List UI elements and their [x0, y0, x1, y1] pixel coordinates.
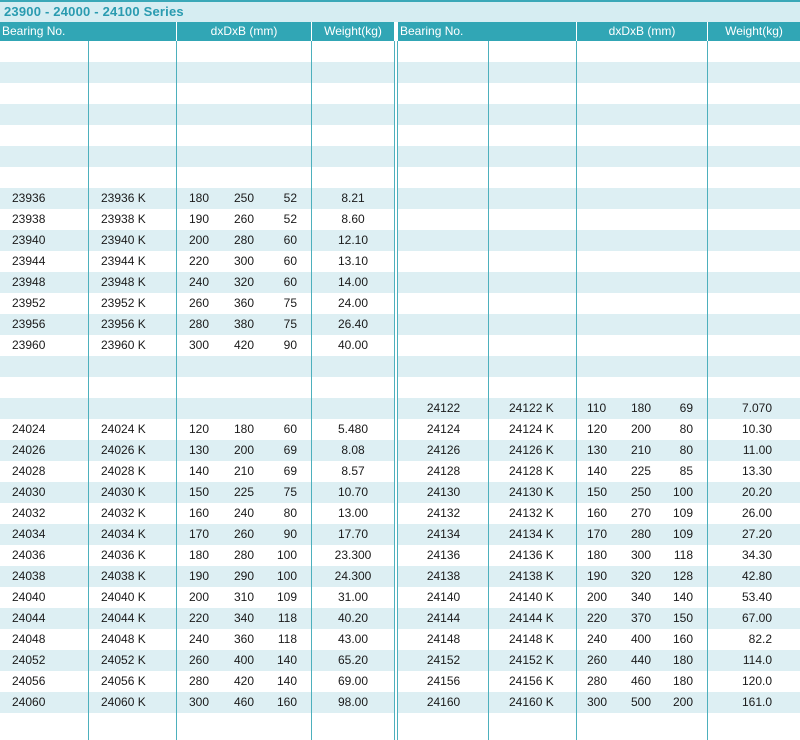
bore-d-cell: 260 — [189, 296, 210, 310]
bearing-no-k-cell: 24148 K — [509, 632, 554, 646]
bore-d-cell: 220 — [189, 254, 210, 268]
table-row — [0, 125, 800, 146]
bearing-no-k-cell: 24124 K — [509, 422, 554, 436]
table-row — [0, 356, 800, 377]
table-row — [0, 209, 800, 230]
outer-d-cell: 420 — [234, 338, 255, 352]
width-b-cell: 75 — [283, 485, 297, 499]
weight-cell: 5.480 — [337, 422, 369, 436]
column-divider — [707, 41, 708, 740]
weight-cell: 161.0 — [741, 695, 772, 709]
outer-d-cell: 180 — [631, 401, 652, 415]
table-row — [0, 608, 800, 629]
outer-d-cell: 280 — [234, 548, 255, 562]
bearing-no-k-cell: 23952 K — [101, 296, 146, 310]
weight-cell: 26.40 — [337, 317, 369, 331]
table-row — [0, 587, 800, 608]
bearing-no-cell: 24056 — [12, 674, 46, 688]
bore-d-cell: 240 — [189, 632, 210, 646]
width-b-cell: 69 — [679, 401, 693, 415]
outer-d-cell: 200 — [631, 422, 652, 436]
outer-d-cell: 290 — [234, 569, 255, 583]
width-b-cell: 52 — [283, 191, 297, 205]
weight-cell: 24.00 — [337, 296, 369, 310]
width-b-cell: 150 — [672, 611, 693, 625]
bearing-no-k-cell: 24032 K — [101, 506, 146, 520]
table-row — [0, 230, 800, 251]
bearing-no-k-cell: 24034 K — [101, 527, 146, 541]
table-row — [0, 566, 800, 587]
weight-cell: 120.0 — [741, 674, 772, 688]
bore-d-cell: 200 — [587, 590, 608, 604]
weight-cell: 8.21 — [341, 191, 365, 205]
bore-d-cell: 160 — [189, 506, 210, 520]
weight-cell: 7.070 — [741, 401, 772, 415]
bore-d-cell: 180 — [189, 191, 210, 205]
table-row — [0, 503, 800, 524]
table-row — [0, 293, 800, 314]
bearing-no-cell: 24140 — [426, 590, 461, 604]
bore-d-cell: 220 — [189, 611, 210, 625]
table-row — [0, 83, 800, 104]
bearing-no-cell: 24032 — [12, 506, 46, 520]
bearing-no-k-cell: 23956 K — [101, 317, 146, 331]
table-row — [0, 713, 800, 734]
bearing-no-cell: 24048 — [12, 632, 46, 646]
weight-cell: 10.30 — [741, 422, 772, 436]
bearing-no-k-cell: 23948 K — [101, 275, 146, 289]
header-weight-right: Weight(kg) — [708, 22, 800, 41]
weight-cell: 82.2 — [748, 632, 772, 646]
bearing-no-cell: 24040 — [12, 590, 46, 604]
outer-d-cell: 420 — [234, 674, 255, 688]
width-b-cell: 60 — [283, 422, 297, 436]
header-dims-left: dxDxB (mm) — [177, 22, 311, 41]
column-divider — [176, 41, 177, 740]
table-row — [0, 272, 800, 293]
weight-cell: 13.00 — [337, 506, 369, 520]
bearing-no-k-cell: 24144 K — [509, 611, 554, 625]
bore-d-cell: 110 — [587, 401, 607, 415]
table-row — [0, 188, 800, 209]
width-b-cell: 90 — [283, 527, 297, 541]
weight-cell: 23.300 — [334, 548, 372, 562]
bearing-no-k-cell: 24030 K — [101, 485, 146, 499]
table-row — [0, 251, 800, 272]
weight-cell: 67.00 — [741, 611, 772, 625]
outer-d-cell: 440 — [631, 653, 652, 667]
bore-d-cell: 190 — [587, 569, 608, 583]
column-divider — [88, 41, 89, 740]
bore-d-cell: 240 — [587, 632, 608, 646]
header-bearing-no-left: Bearing No. — [0, 22, 176, 41]
header-weight-left: Weight(kg) — [312, 22, 394, 41]
bearing-no-cell: 24138 — [426, 569, 461, 583]
bore-d-cell: 150 — [587, 485, 608, 499]
bearing-no-cell: 24026 — [12, 443, 46, 457]
width-b-cell: 118 — [673, 548, 693, 562]
bearing-no-k-cell: 24160 K — [509, 695, 554, 709]
table-row — [0, 419, 800, 440]
weight-cell: 12.10 — [337, 233, 369, 247]
width-b-cell: 140 — [276, 674, 297, 688]
weight-cell: 31.00 — [337, 590, 369, 604]
bearing-no-cell: 24152 — [426, 653, 461, 667]
table-row — [0, 692, 800, 713]
bearing-no-k-cell: 24134 K — [509, 527, 554, 541]
bearing-no-k-cell: 24122 K — [509, 401, 554, 415]
width-b-cell: 80 — [679, 443, 693, 457]
bearing-no-cell: 24028 — [12, 464, 46, 478]
width-b-cell: 100 — [276, 569, 297, 583]
bearing-no-k-cell: 24128 K — [509, 464, 554, 478]
outer-d-cell: 270 — [631, 506, 652, 520]
outer-d-cell: 210 — [631, 443, 652, 457]
width-b-cell: 100 — [672, 485, 693, 499]
bearing-no-cell: 24052 — [12, 653, 46, 667]
width-b-cell: 85 — [679, 464, 693, 478]
width-b-cell: 75 — [283, 317, 297, 331]
bearing-no-cell: 24148 — [426, 632, 461, 646]
bore-d-cell: 180 — [587, 548, 608, 562]
bearing-no-cell: 24044 — [12, 611, 46, 625]
bearing-no-cell: 24034 — [12, 527, 46, 541]
width-b-cell: 80 — [679, 422, 693, 436]
outer-d-cell: 360 — [234, 632, 255, 646]
weight-cell: 26.00 — [741, 506, 772, 520]
table-split-divider — [394, 41, 398, 740]
table-row — [0, 671, 800, 692]
width-b-cell: 100 — [276, 548, 297, 562]
outer-d-cell: 360 — [234, 296, 255, 310]
width-b-cell: 109 — [276, 590, 297, 604]
column-divider — [576, 41, 577, 740]
outer-d-cell: 280 — [631, 527, 652, 541]
width-b-cell: 140 — [672, 590, 693, 604]
width-b-cell: 69 — [283, 443, 297, 457]
width-b-cell: 128 — [672, 569, 693, 583]
bearing-no-cell: 23938 — [12, 212, 46, 226]
bore-d-cell: 200 — [189, 233, 210, 247]
table-title: 23900 - 24000 - 24100 Series — [4, 4, 184, 19]
table-row — [0, 104, 800, 125]
weight-cell: 43.00 — [337, 632, 369, 646]
bore-d-cell: 140 — [587, 464, 608, 478]
bore-d-cell: 240 — [189, 275, 210, 289]
weight-cell: 8.08 — [341, 443, 365, 457]
bearing-no-cell: 24130 — [426, 485, 461, 499]
table-row — [0, 335, 800, 356]
bearing-no-k-cell: 24036 K — [101, 548, 146, 562]
outer-d-cell: 260 — [234, 212, 255, 226]
outer-d-cell: 310 — [234, 590, 255, 604]
table-row — [0, 545, 800, 566]
bearing-no-k-cell: 24156 K — [509, 674, 554, 688]
bearing-no-cell: 23936 — [12, 191, 46, 205]
outer-d-cell: 400 — [234, 653, 255, 667]
outer-d-cell: 225 — [631, 464, 652, 478]
bearing-no-cell: 24060 — [12, 695, 46, 709]
weight-cell: 13.30 — [741, 464, 772, 478]
bearing-no-cell: 24132 — [426, 506, 461, 520]
bearing-no-k-cell: 24126 K — [509, 443, 554, 457]
width-b-cell: 60 — [283, 233, 297, 247]
weight-cell: 65.20 — [337, 653, 369, 667]
outer-d-cell: 250 — [234, 191, 255, 205]
bore-d-cell: 190 — [189, 569, 210, 583]
bore-d-cell: 180 — [189, 548, 210, 562]
bore-d-cell: 170 — [189, 527, 210, 541]
weight-cell: 42.80 — [741, 569, 772, 583]
bearing-no-k-cell: 24028 K — [101, 464, 146, 478]
bearing-no-cell: 23940 — [12, 233, 46, 247]
width-b-cell: 69 — [283, 464, 297, 478]
bearing-no-k-cell: 23944 K — [101, 254, 146, 268]
table-row — [0, 377, 800, 398]
table-row — [0, 524, 800, 545]
bore-d-cell: 120 — [587, 422, 608, 436]
weight-cell: 69.00 — [337, 674, 369, 688]
bore-d-cell: 150 — [189, 485, 210, 499]
bore-d-cell: 300 — [189, 695, 210, 709]
outer-d-cell: 260 — [234, 527, 255, 541]
bearing-no-cell: 24160 — [426, 695, 461, 709]
bearing-no-k-cell: 24138 K — [509, 569, 554, 583]
bearing-no-cell: 23944 — [12, 254, 46, 268]
width-b-cell: 80 — [283, 506, 297, 520]
outer-d-cell: 300 — [631, 548, 652, 562]
table-row — [0, 629, 800, 650]
outer-d-cell: 460 — [631, 674, 652, 688]
bearing-no-k-cell: 24140 K — [509, 590, 554, 604]
width-b-cell: 180 — [672, 674, 693, 688]
width-b-cell: 118 — [277, 611, 297, 625]
width-b-cell: 200 — [672, 695, 693, 709]
bore-d-cell: 260 — [189, 653, 210, 667]
bearing-no-k-cell: 24038 K — [101, 569, 146, 583]
bearing-no-cell: 24036 — [12, 548, 46, 562]
outer-d-cell: 370 — [631, 611, 652, 625]
table-row — [0, 482, 800, 503]
table-row — [0, 146, 800, 167]
bore-d-cell: 170 — [587, 527, 608, 541]
table-title-bar — [0, 0, 800, 22]
bore-d-cell: 220 — [587, 611, 608, 625]
bearing-no-cell: 23952 — [12, 296, 46, 310]
column-divider — [488, 41, 489, 740]
width-b-cell: 60 — [283, 254, 297, 268]
weight-cell: 98.00 — [337, 695, 369, 709]
bore-d-cell: 200 — [189, 590, 210, 604]
bearing-no-cell: 24124 — [426, 422, 461, 436]
bearing-no-cell: 24128 — [426, 464, 461, 478]
bearing-no-k-cell: 24048 K — [101, 632, 146, 646]
bearing-no-cell: 24134 — [426, 527, 461, 541]
bearing-no-k-cell: 23940 K — [101, 233, 146, 247]
bearing-no-k-cell: 24044 K — [101, 611, 146, 625]
table-row — [0, 440, 800, 461]
bearing-no-cell: 24024 — [12, 422, 46, 436]
width-b-cell: 180 — [672, 653, 693, 667]
bearing-no-k-cell: 24132 K — [509, 506, 554, 520]
weight-cell: 40.00 — [337, 338, 369, 352]
table-row — [0, 41, 800, 62]
weight-cell: 24.300 — [334, 569, 372, 583]
bearing-no-k-cell: 24130 K — [509, 485, 554, 499]
weight-cell: 34.30 — [741, 548, 772, 562]
outer-d-cell: 460 — [234, 695, 255, 709]
width-b-cell: 160 — [276, 695, 297, 709]
width-b-cell: 90 — [283, 338, 297, 352]
bearing-no-k-cell: 24060 K — [101, 695, 146, 709]
outer-d-cell: 320 — [631, 569, 652, 583]
weight-cell: 10.70 — [337, 485, 369, 499]
outer-d-cell: 240 — [234, 506, 255, 520]
outer-d-cell: 340 — [631, 590, 652, 604]
bearing-no-k-cell: 24024 K — [101, 422, 146, 436]
table-row — [0, 650, 800, 671]
bearing-no-cell: 24136 — [426, 548, 461, 562]
outer-d-cell: 200 — [234, 443, 255, 457]
bearing-no-k-cell: 24136 K — [509, 548, 554, 562]
width-b-cell: 109 — [672, 506, 693, 520]
width-b-cell: 118 — [277, 632, 297, 646]
table-row — [0, 62, 800, 83]
width-b-cell: 60 — [283, 275, 297, 289]
weight-cell: 14.00 — [337, 275, 369, 289]
bore-d-cell: 160 — [587, 506, 608, 520]
bore-d-cell: 300 — [189, 338, 210, 352]
table-row — [0, 461, 800, 482]
weight-cell: 8.60 — [341, 212, 365, 226]
bearing-no-cell: 24122 — [426, 401, 461, 415]
outer-d-cell: 210 — [234, 464, 255, 478]
weight-cell: 13.10 — [337, 254, 369, 268]
outer-d-cell: 280 — [234, 233, 255, 247]
bearing-no-cell: 23956 — [12, 317, 46, 331]
table-row — [0, 314, 800, 335]
bore-d-cell: 130 — [587, 443, 608, 457]
bearing-no-cell: 23948 — [12, 275, 46, 289]
bearing-no-k-cell: 24152 K — [509, 653, 554, 667]
weight-cell: 40.20 — [337, 611, 369, 625]
bearing-no-k-cell: 24040 K — [101, 590, 146, 604]
outer-d-cell: 180 — [234, 422, 255, 436]
width-b-cell: 140 — [276, 653, 297, 667]
outer-d-cell: 250 — [631, 485, 652, 499]
width-b-cell: 160 — [672, 632, 693, 646]
table-row — [0, 167, 800, 188]
bore-d-cell: 280 — [189, 317, 210, 331]
bore-d-cell: 300 — [587, 695, 608, 709]
bore-d-cell: 280 — [587, 674, 608, 688]
weight-cell: 17.70 — [337, 527, 369, 541]
weight-cell: 114.0 — [742, 653, 772, 667]
outer-d-cell: 400 — [631, 632, 652, 646]
weight-cell: 20.20 — [741, 485, 772, 499]
outer-d-cell: 340 — [234, 611, 255, 625]
bearing-no-cell: 24030 — [12, 485, 46, 499]
bearing-no-k-cell: 23960 K — [101, 338, 146, 352]
table-row — [0, 398, 800, 419]
bearing-no-k-cell: 24026 K — [101, 443, 146, 457]
weight-cell: 8.57 — [341, 464, 365, 478]
width-b-cell: 75 — [283, 296, 297, 310]
outer-d-cell: 500 — [631, 695, 652, 709]
weight-cell: 53.40 — [741, 590, 772, 604]
bore-d-cell: 190 — [189, 212, 210, 226]
outer-d-cell: 380 — [234, 317, 255, 331]
bearing-no-cell: 24038 — [12, 569, 46, 583]
weight-cell: 27.20 — [741, 527, 772, 541]
bearing-no-k-cell: 23938 K — [101, 212, 146, 226]
bore-d-cell: 280 — [189, 674, 210, 688]
outer-d-cell: 300 — [234, 254, 255, 268]
outer-d-cell: 320 — [234, 275, 255, 289]
bore-d-cell: 130 — [189, 443, 210, 457]
bearing-no-cell: 24126 — [426, 443, 461, 457]
bearing-no-cell: 23960 — [12, 338, 46, 352]
header-bearing-no-right: Bearing No. — [398, 22, 576, 41]
bore-d-cell: 140 — [189, 464, 210, 478]
weight-cell: 11.00 — [742, 443, 772, 457]
width-b-cell: 109 — [672, 527, 693, 541]
bearing-no-k-cell: 24052 K — [101, 653, 146, 667]
bearing-no-k-cell: 24056 K — [101, 674, 146, 688]
column-divider — [311, 41, 312, 740]
bearing-no-cell: 24144 — [426, 611, 461, 625]
header-dims-right: dxDxB (mm) — [577, 22, 707, 41]
bearing-no-k-cell: 23936 K — [101, 191, 146, 205]
width-b-cell: 52 — [283, 212, 297, 226]
bore-d-cell: 260 — [587, 653, 608, 667]
bearing-no-cell: 24156 — [426, 674, 461, 688]
bore-d-cell: 120 — [189, 422, 210, 436]
outer-d-cell: 225 — [234, 485, 255, 499]
